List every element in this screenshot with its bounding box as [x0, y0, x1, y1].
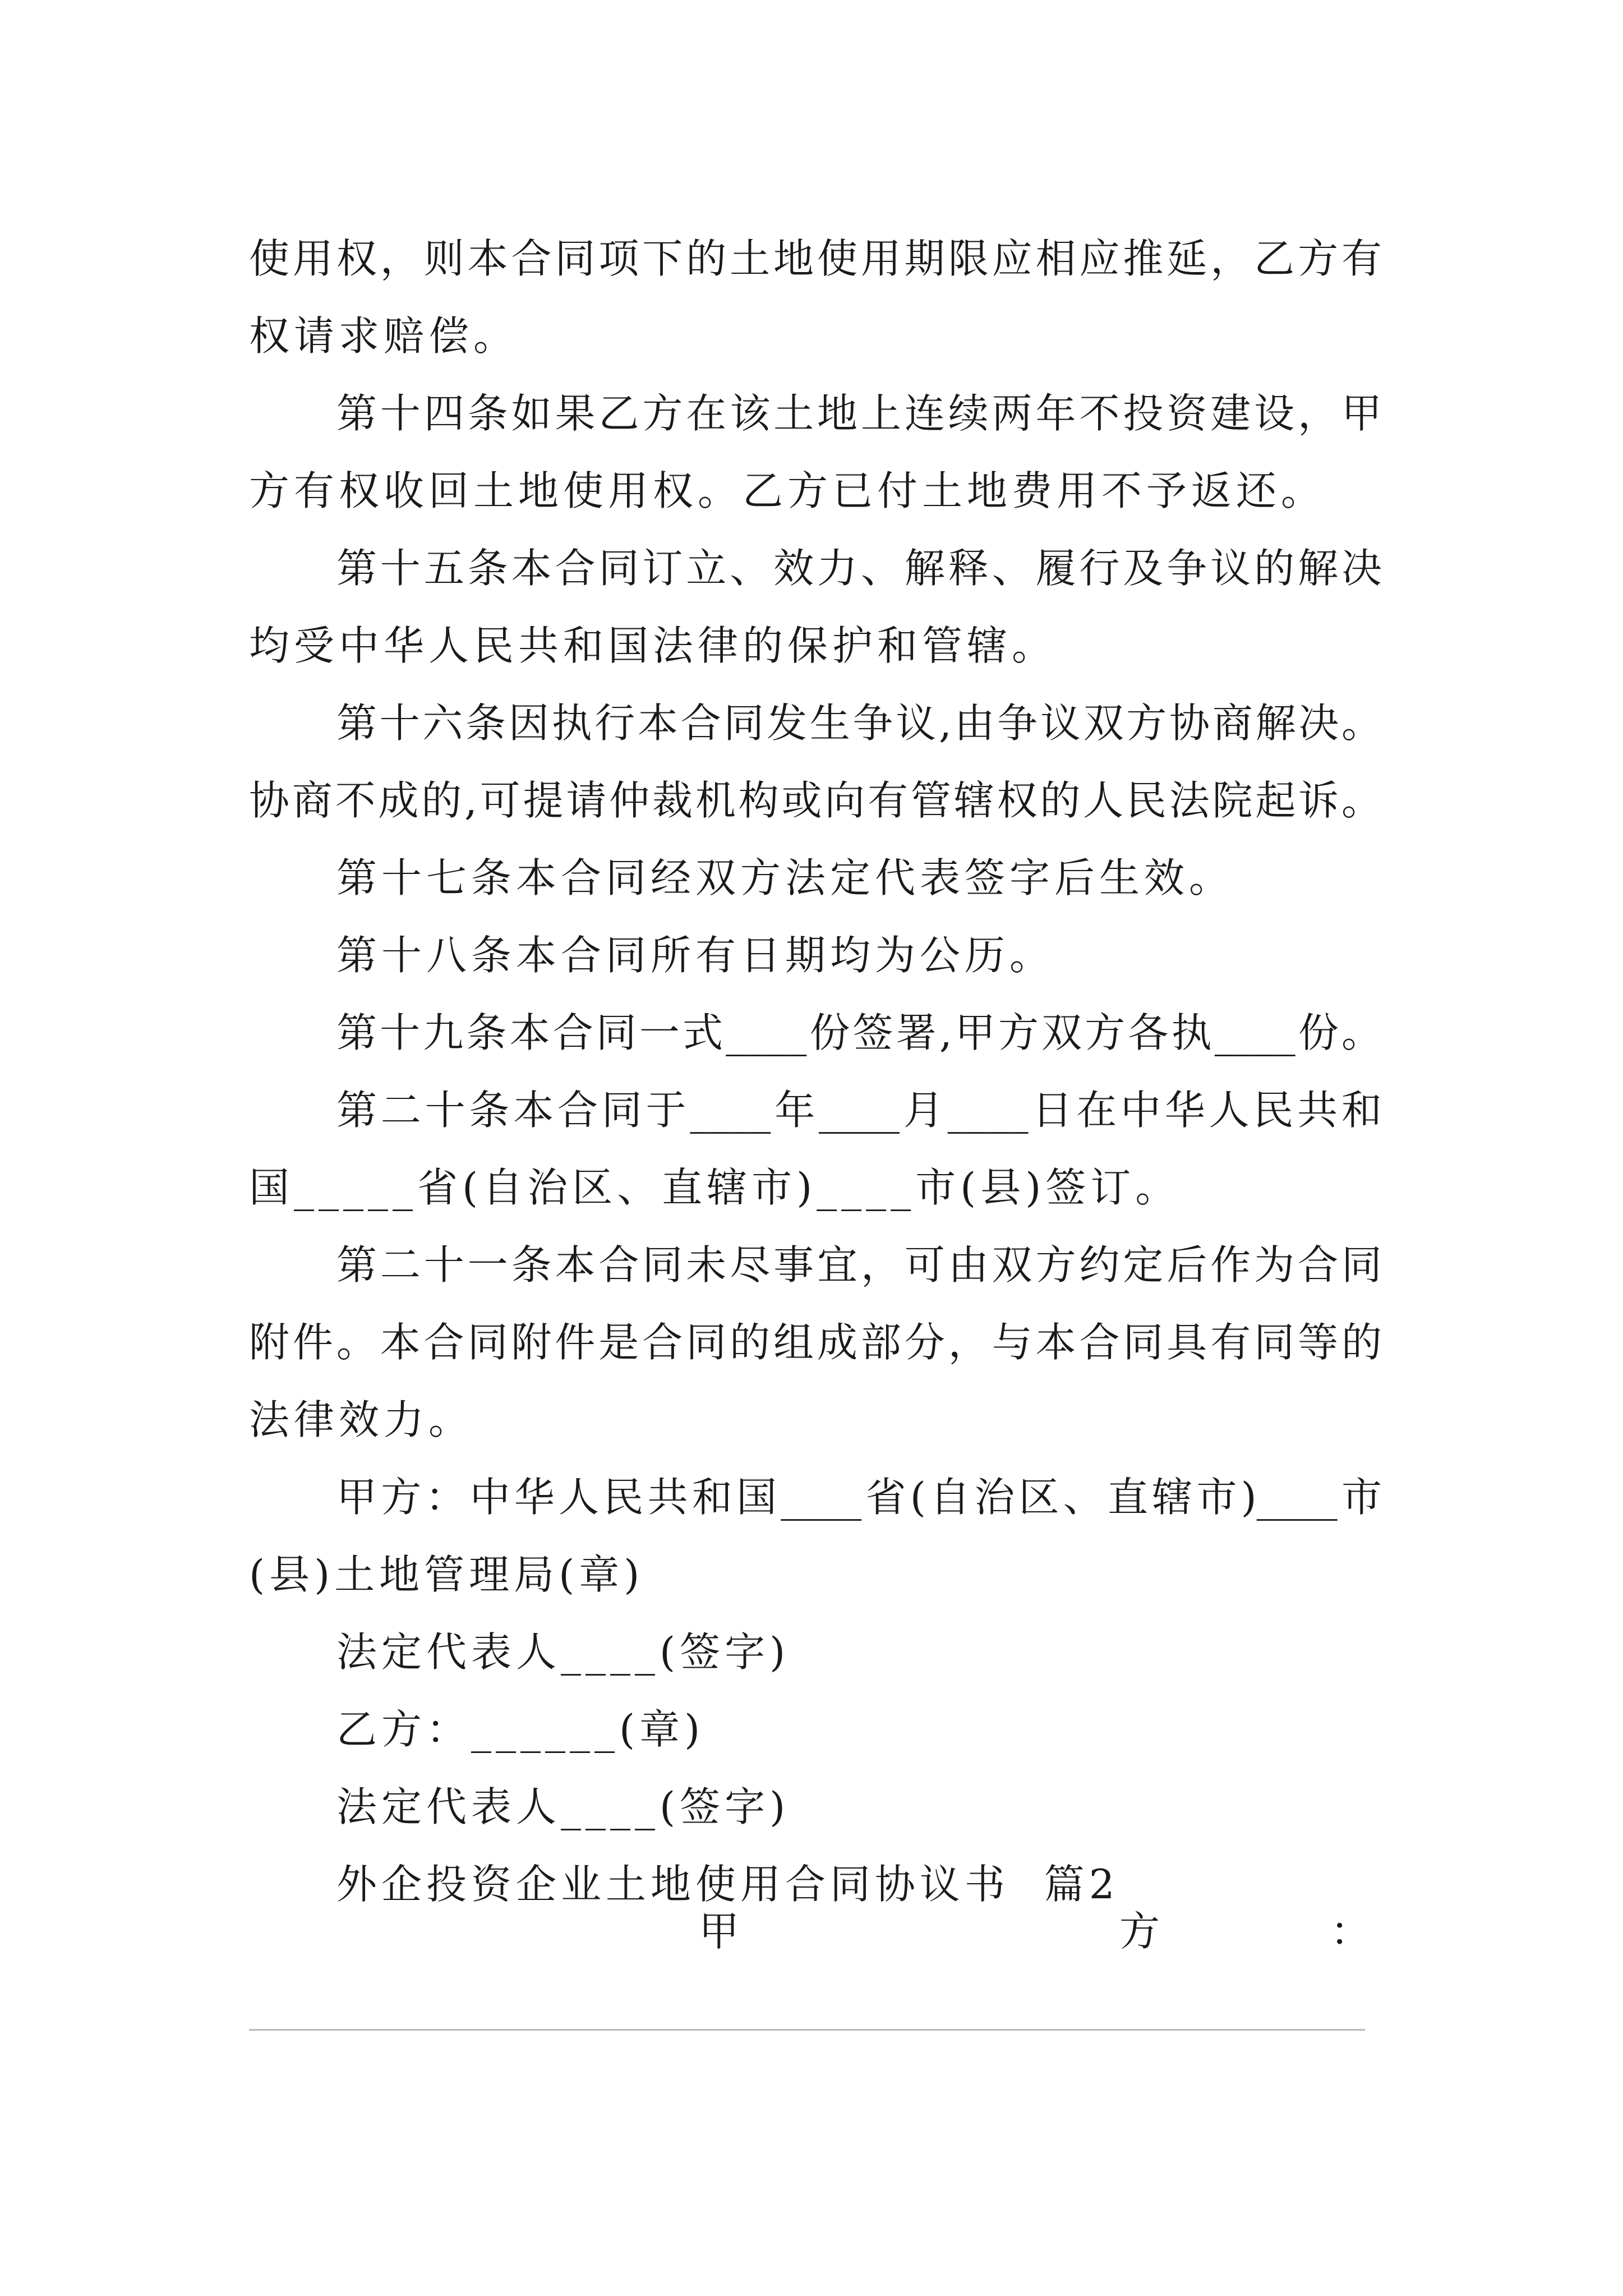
party-a-representative: 法定代表人____(签字) — [336, 1628, 790, 1676]
text-line-16: 法律效力。 — [249, 1396, 474, 1443]
party-a-signature: 甲方：中华人民共和国____省(自治区、直辖市)____市 — [336, 1474, 1382, 1521]
party-row-middle: 方 — [1119, 1908, 1160, 1955]
article-18: 第十八条本合同所有日期均为公历。 — [336, 932, 1055, 979]
text-line-15: 附件。本合同附件是合同的组成部分，与本合同具有同等的 — [249, 1319, 1382, 1366]
contract-text — [249, 220, 1382, 1923]
underline-rule — [249, 2029, 1365, 2031]
text-line-4: 方有权收回土地使用权。乙方已付土地费用不予返还。 — [249, 467, 1326, 514]
text-line-8: 协商不成的,可提请仲裁机构或向有管辖权的人民法院起诉。 — [249, 777, 1382, 824]
party-a-label-row — [249, 1893, 1382, 1970]
party-row-colon: ： — [1330, 1908, 1371, 1955]
text-line-1: 使用权，则本合同项下的土地使用期限应相应推延，乙方有 — [249, 235, 1382, 282]
party-row-left: 甲 — [699, 1908, 740, 1955]
text-line-2: 权请求赔偿。 — [249, 312, 519, 360]
article-16: 第十六条因执行本合同发生争议,由争议双方协商解决。 — [336, 700, 1382, 747]
text-line-18: (县)土地管理局(章) — [249, 1551, 644, 1598]
article-17: 第十七条本合同经双方法定代表签字后生效。 — [336, 854, 1234, 901]
article-15: 第十五条本合同订立、效力、解释、履行及争议的解决 — [336, 545, 1382, 592]
text-line-13: 国_____省(自治区、直辖市)____市(县)签订。 — [249, 1164, 1181, 1211]
party-b-representative: 法定代表人____(签字) — [336, 1783, 790, 1830]
text-line-6: 均受中华人民共和国法律的保护和管辖。 — [249, 622, 1057, 669]
article-14: 第十四条如果乙方在该土地上连续两年不投资建设，甲 — [336, 390, 1382, 437]
article-21: 第二十一条本合同未尽事宜，可由双方约定后作为合同 — [336, 1241, 1382, 1289]
party-b-signature: 乙方：______(章) — [336, 1706, 705, 1753]
article-19: 第十九条本合同一式____份签署,甲方双方各执____份。 — [336, 1009, 1382, 1056]
section-heading: 外企投资企业土地使用合同协议书 篇2 — [336, 1861, 1119, 1908]
article-20: 第二十条本合同于____年____月____日在中华人民共和 — [336, 1087, 1382, 1134]
